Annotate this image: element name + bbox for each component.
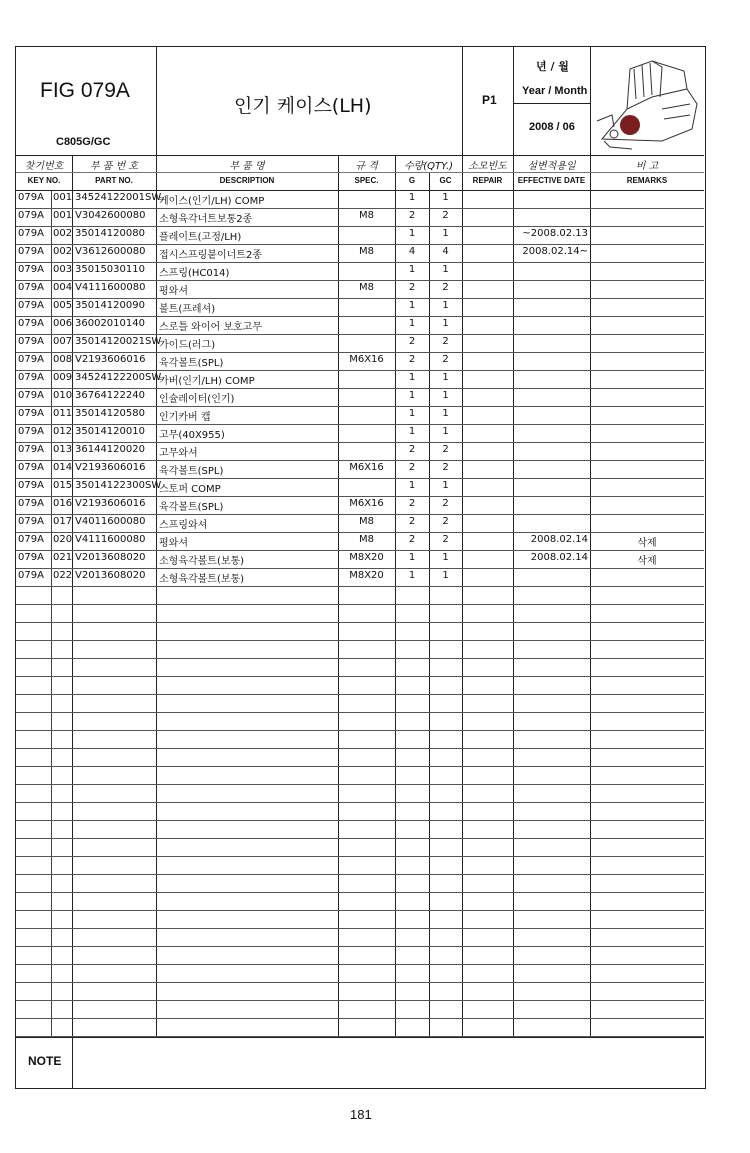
- column-header-row: [16, 155, 704, 191]
- cell-qty-g: 1: [408, 300, 416, 311]
- cell-description: 인기카버 캡: [159, 412, 211, 423]
- col-part-ko: 부 품 번 호: [89, 161, 139, 172]
- cell-part-no: V2193606016: [75, 354, 146, 365]
- col-desc-ko: 부 품 명: [229, 161, 265, 172]
- cell-part-no: V3612600080: [75, 246, 146, 257]
- table-row: [16, 442, 704, 461]
- cell-spec: M8: [359, 516, 374, 527]
- cell-part-no: 35014120090: [75, 300, 145, 311]
- cell-fig: 079A: [18, 192, 44, 203]
- cell-qty-gc: 1: [442, 264, 449, 275]
- table-row: [16, 766, 704, 785]
- col-spec-en: SPEC.: [354, 176, 379, 185]
- table-row: [16, 460, 704, 479]
- cell-effective-date: ~2008.02.13: [522, 228, 588, 239]
- col-qty-gc: GC: [439, 176, 452, 185]
- cell-fig: 079A: [18, 498, 44, 509]
- cell-fig: 079A: [18, 408, 44, 419]
- cell-description: 가이드(러그): [159, 340, 216, 351]
- table-row: [16, 802, 704, 821]
- cell-description: 스프링와셔: [159, 520, 208, 531]
- table-row: [16, 244, 704, 263]
- cell-description: 접시스프링붙이너트2종: [159, 250, 262, 261]
- cell-description: 육각볼트(SPL): [159, 466, 224, 477]
- cell-key-no: 011: [53, 408, 73, 419]
- cell-qty-g: 1: [408, 318, 416, 329]
- cell-fig: 079A: [18, 516, 44, 527]
- cell-description: 평와셔: [159, 286, 188, 297]
- year-month-label-english: Year / Month: [522, 85, 588, 97]
- year-month-label-korean: 년 / 월: [536, 60, 569, 73]
- cell-key-no: 005: [53, 300, 73, 311]
- table-row: [16, 892, 704, 911]
- cell-spec: M8: [359, 210, 374, 221]
- parts-sheet: [15, 46, 706, 1089]
- year-month-value: 2008 / 06: [529, 121, 575, 133]
- page-title: 인기 케이스(LH): [234, 95, 372, 117]
- cell-fig: 079A: [18, 372, 44, 383]
- cell-description: 고무와셔: [159, 448, 198, 459]
- col-key-ko: 찾기번호: [24, 161, 64, 172]
- cell-part-no: 35014122300SW: [75, 480, 162, 491]
- table-row: [16, 226, 704, 245]
- cell-description: 스토퍼 COMP: [159, 484, 221, 495]
- table-row: [16, 856, 704, 875]
- cell-qty-g: 2: [408, 210, 416, 221]
- col-desc-en: DESCRIPTION: [219, 176, 275, 185]
- cell-spec: M6X16: [349, 498, 384, 509]
- cell-qty-gc: 2: [442, 516, 449, 527]
- cell-part-no: 35014120080: [75, 228, 145, 239]
- cell-part-no: V4111600080: [75, 534, 146, 545]
- cell-fig: 079A: [18, 336, 44, 347]
- cell-spec: M8: [359, 282, 374, 293]
- cell-fig: 079A: [18, 426, 44, 437]
- cell-fig: 079A: [18, 246, 44, 257]
- table-row: [16, 370, 704, 389]
- cell-qty-g: 1: [408, 570, 416, 581]
- col-qty-ko: 수량(QTY.): [403, 161, 454, 172]
- cell-fig: 079A: [18, 354, 44, 365]
- note-label: NOTE: [28, 1054, 62, 1068]
- col-qty-g: G: [408, 176, 416, 185]
- table-row: [16, 532, 704, 551]
- cell-qty-gc: 1: [442, 570, 449, 581]
- cell-description: 플레이트(고정/LH): [159, 232, 242, 243]
- cell-description: 소형육각너트보통2종: [159, 214, 253, 225]
- cell-qty-g: 2: [408, 462, 416, 473]
- table-row: [16, 928, 704, 947]
- cell-qty-gc: 1: [442, 408, 449, 419]
- cell-qty-gc: 1: [442, 318, 449, 329]
- cell-effective-date: 2008.02.14: [530, 552, 588, 563]
- cell-qty-g: 2: [408, 354, 416, 365]
- note-area: [16, 1037, 704, 1088]
- cell-description: 육각볼트(SPL): [159, 358, 224, 369]
- table-row: [16, 316, 704, 335]
- cell-remarks: 삭제: [637, 538, 657, 549]
- cell-qty-g: 1: [408, 552, 416, 563]
- cell-part-no: 35014120021SW: [75, 336, 162, 347]
- cell-effective-date: 2008.02.14~: [522, 246, 588, 257]
- cell-fig: 079A: [18, 534, 44, 545]
- table-row: [16, 712, 704, 731]
- cell-qty-g: 4: [408, 246, 416, 257]
- cell-qty-g: 1: [408, 480, 416, 491]
- cell-qty-g: 1: [408, 426, 416, 437]
- cell-fig: 079A: [18, 282, 44, 293]
- table-row: [16, 910, 704, 929]
- cell-qty-gc: 2: [442, 462, 449, 473]
- table-row: [16, 514, 704, 533]
- table-row: [16, 352, 704, 371]
- table-row: [16, 262, 704, 281]
- table-row: [16, 388, 704, 407]
- cell-qty-gc: 1: [442, 228, 449, 239]
- cell-qty-gc: 2: [442, 498, 449, 509]
- cell-qty-g: 2: [408, 282, 416, 293]
- cell-fig: 079A: [18, 390, 44, 401]
- cell-qty-g: 2: [408, 498, 416, 509]
- cell-part-no: 36144120020: [75, 444, 145, 455]
- table-row: [16, 694, 704, 713]
- cell-description: 카버(인기/LH) COMP: [159, 376, 255, 387]
- cell-fig: 079A: [18, 264, 44, 275]
- cell-fig: 079A: [18, 570, 44, 581]
- cell-part-no: V2013608020: [75, 570, 146, 581]
- table-row: [16, 622, 704, 641]
- table-row: [16, 478, 704, 497]
- cell-part-no: 34524122001SW: [75, 192, 162, 203]
- cell-fig: 079A: [18, 300, 44, 311]
- cell-part-no: V3042600080: [75, 210, 146, 221]
- cell-qty-gc: 4: [442, 246, 449, 257]
- cell-part-no: V4011600080: [75, 516, 146, 527]
- col-key-en: KEY NO.: [27, 176, 61, 185]
- cell-part-no: V4111600080: [75, 282, 146, 293]
- table-row: [16, 1018, 704, 1037]
- table-row: [16, 586, 704, 605]
- page-number: 181: [350, 1107, 372, 1122]
- cell-part-no: 36002010140: [75, 318, 145, 329]
- cell-qty-g: 2: [408, 444, 416, 455]
- table-row: [16, 550, 704, 569]
- cell-description: 고무(40X955): [159, 430, 225, 441]
- cell-description: 볼트(프레셔): [159, 304, 216, 315]
- cell-description: 육각볼트(SPL): [159, 502, 224, 513]
- cell-key-no: 004: [53, 282, 73, 293]
- cell-key-no: 015: [53, 480, 73, 491]
- cell-qty-g: 2: [408, 516, 416, 527]
- cell-description: 소형육각볼트(보통): [159, 574, 245, 585]
- table-row: [16, 730, 704, 749]
- col-eff-ko: 설변적용일: [527, 161, 576, 172]
- cell-qty-gc: 1: [442, 390, 449, 401]
- cell-fig: 079A: [18, 210, 44, 221]
- cell-key-no: 006: [53, 318, 73, 329]
- cell-qty-g: 2: [408, 534, 416, 545]
- page-code: P1: [482, 93, 497, 107]
- cell-qty-gc: 2: [442, 282, 449, 293]
- cell-spec: M8X20: [349, 570, 384, 581]
- table-row: [16, 1000, 704, 1019]
- table-row: [16, 838, 704, 857]
- cell-qty-g: 1: [408, 228, 416, 239]
- cell-key-no: 008: [53, 354, 73, 365]
- col-remarks-en: REMARKS: [626, 176, 668, 185]
- cell-qty-gc: 1: [442, 426, 449, 437]
- cell-key-no: 014: [53, 462, 73, 473]
- cell-qty-gc: 2: [442, 336, 449, 347]
- cell-qty-gc: 2: [442, 444, 449, 455]
- cell-key-no: 010: [53, 390, 73, 401]
- col-eff-en: EFFECTIVE DATE: [517, 176, 586, 185]
- cell-description: 소형육각볼트(보통): [159, 556, 245, 567]
- cell-spec: M8X20: [349, 552, 384, 563]
- cell-description: 케이스(인기/LH) COMP: [159, 196, 265, 207]
- cell-spec: M6X16: [349, 462, 384, 473]
- cell-key-no: 013: [53, 444, 73, 455]
- table-row: [16, 334, 704, 353]
- cell-fig: 079A: [18, 480, 44, 491]
- cell-key-no: 012: [53, 426, 73, 437]
- cell-spec: M8: [359, 246, 374, 257]
- col-part-en: PART NO.: [95, 176, 133, 185]
- table-row: [16, 946, 704, 965]
- cell-qty-gc: 2: [442, 210, 449, 221]
- table-row: [16, 640, 704, 659]
- model-name: C805G/GC: [56, 136, 111, 148]
- table-row: [16, 748, 704, 767]
- cell-key-no: 022: [53, 570, 73, 581]
- cell-part-no: 35015030110: [75, 264, 145, 275]
- cell-qty-g: 1: [408, 408, 416, 419]
- table-row: [16, 280, 704, 299]
- sheet-header: [16, 47, 704, 156]
- cell-qty-gc: 1: [442, 552, 449, 563]
- table-row: [16, 964, 704, 983]
- cell-qty-g: 1: [408, 264, 416, 275]
- table-row: [16, 406, 704, 425]
- col-repair-ko: 소모빈도: [468, 161, 507, 172]
- cell-spec: M8: [359, 534, 374, 545]
- cell-fig: 079A: [18, 462, 44, 473]
- cell-key-no: 017: [53, 516, 73, 527]
- table-row: [16, 604, 704, 623]
- col-spec-ko: 규 격: [355, 161, 378, 172]
- machine-thumbnail-icon: [592, 49, 704, 153]
- cell-qty-gc: 1: [442, 300, 449, 311]
- cell-spec: M6X16: [349, 354, 384, 365]
- cell-description: 스로틀 와이어 보호고무: [159, 322, 262, 333]
- cell-part-no: 35014120010: [75, 426, 145, 437]
- cell-description: 인슐레이터(인기): [159, 394, 235, 405]
- cell-key-no: 016: [53, 498, 73, 509]
- col-repair-en: REPAIR: [472, 176, 503, 185]
- col-remarks-ko: 비 고: [635, 161, 659, 172]
- table-row: [16, 784, 704, 803]
- cell-description: 평와셔: [159, 538, 188, 549]
- cell-qty-g: 2: [408, 336, 416, 347]
- table-row: [16, 424, 704, 443]
- cell-key-no: 009: [53, 372, 73, 383]
- table-row: [16, 982, 704, 1001]
- cell-fig: 079A: [18, 318, 44, 329]
- cell-key-no: 001: [53, 210, 73, 221]
- cell-part-no: 36764122240: [75, 390, 145, 401]
- cell-key-no: 021: [53, 552, 73, 563]
- cell-key-no: 002: [53, 246, 73, 257]
- table-row: [16, 820, 704, 839]
- cell-qty-gc: 1: [442, 192, 449, 203]
- cell-part-no: V2013608020: [75, 552, 146, 563]
- cell-key-no: 003: [53, 264, 73, 275]
- cell-qty-gc: 2: [442, 354, 449, 365]
- cell-qty-gc: 1: [442, 372, 449, 383]
- cell-part-no: V2193606016: [75, 462, 146, 473]
- table-row: [16, 298, 704, 317]
- cell-qty-gc: 1: [442, 480, 449, 491]
- cell-qty-g: 1: [408, 372, 416, 383]
- cell-qty-g: 1: [408, 390, 416, 401]
- table-row: [16, 568, 704, 587]
- cell-remarks: 삭제: [637, 556, 657, 567]
- cell-fig: 079A: [18, 552, 44, 563]
- cell-key-no: 001: [53, 192, 73, 203]
- cell-effective-date: 2008.02.14: [530, 534, 588, 545]
- cell-fig: 079A: [18, 228, 44, 239]
- table-row: [16, 658, 704, 677]
- table-row: [16, 676, 704, 695]
- cell-part-no: 34524122200SW: [75, 372, 162, 383]
- cell-key-no: 002: [53, 228, 73, 239]
- cell-fig: 079A: [18, 444, 44, 455]
- table-row: [16, 190, 704, 209]
- table-row: [16, 496, 704, 515]
- figure-number: FIG 079A: [40, 79, 130, 102]
- cell-qty-g: 1: [408, 192, 416, 203]
- table-row: [16, 874, 704, 893]
- cell-part-no: V2193606016: [75, 498, 146, 509]
- cell-description: 스프링(HC014): [159, 268, 230, 279]
- table-row: [16, 208, 704, 227]
- cell-key-no: 007: [53, 336, 73, 347]
- cell-key-no: 020: [53, 534, 73, 545]
- cell-qty-gc: 2: [442, 534, 449, 545]
- cell-part-no: 35014120580: [75, 408, 145, 419]
